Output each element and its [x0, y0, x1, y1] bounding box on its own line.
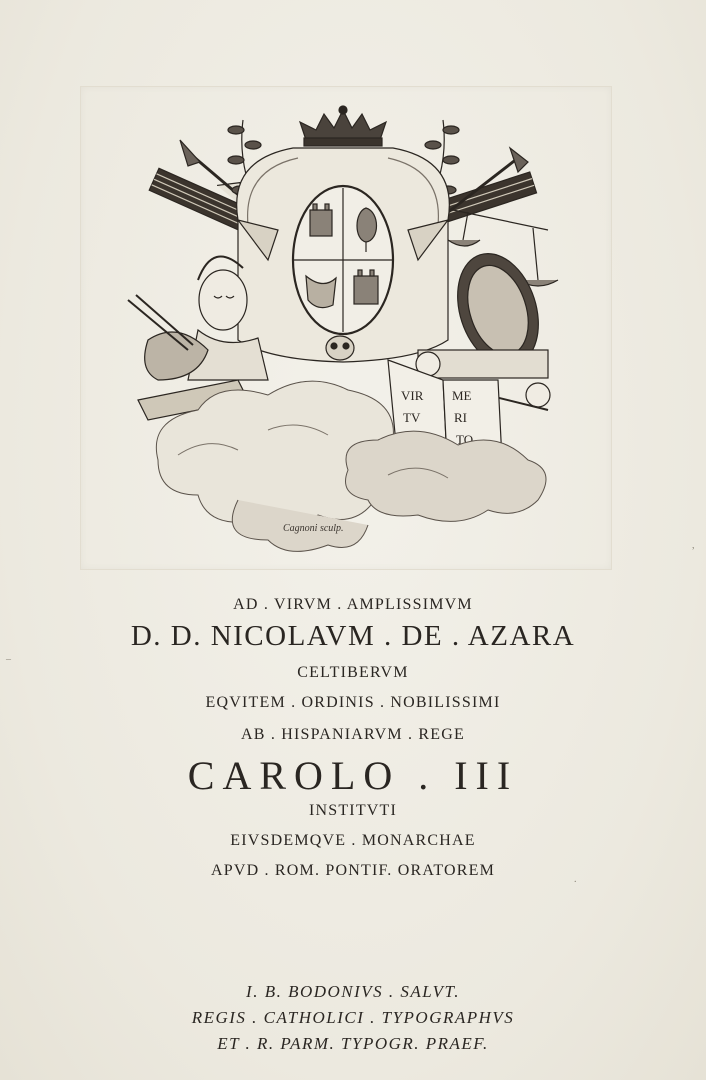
margin-tick: ,	[692, 540, 695, 551]
dedication-line-1: AD . VIRVM . AMPLISSIMVM	[233, 596, 473, 613]
dedication-line-5: AB . HISPANIARVM . REGE	[241, 726, 465, 743]
dedication-line-7: INSTITVTI	[308, 802, 398, 819]
salutation-line-1: I. B. BODONIVS . SALVT.	[246, 982, 460, 1001]
dedication-name: D. D. NICOLAVM . DE . AZARA	[130, 620, 576, 652]
salutation-line-2: REGIS . CATHOLICI . TYPOGRAPHVS	[191, 1008, 515, 1027]
dedication-block	[0, 596, 706, 892]
svg-text:RI: RI	[454, 410, 467, 425]
dedication-line-8: EIVSDEMQVE . MONARCHAE	[230, 832, 476, 849]
crown	[300, 106, 386, 146]
salutation-block	[0, 982, 706, 1060]
owl	[326, 336, 354, 360]
dedication-line-3: CELTIBERVM	[297, 664, 409, 681]
salutation-line-3: ET . R. PARM. TYPOGR. PRAEF.	[217, 1034, 489, 1053]
dedication-line-4: EQVITEM . ORDINIS . NOBILISSIMI	[205, 694, 501, 711]
svg-text:TO: TO	[456, 432, 474, 447]
engraver-signature: Cagnoni sculp.	[283, 523, 344, 534]
dedication-line-9: APVD . ROM. PONTIF. ORATOREM	[210, 862, 496, 879]
dedication-king-name: CAROLO . III	[187, 753, 519, 798]
svg-text:VIR: VIR	[401, 388, 424, 403]
margin-dot: .	[574, 874, 577, 885]
svg-text:TV: TV	[403, 410, 421, 425]
svg-text:ME: ME	[452, 388, 472, 403]
margin-mark: –	[6, 654, 11, 665]
coat-of-arms-engraving	[118, 100, 568, 560]
